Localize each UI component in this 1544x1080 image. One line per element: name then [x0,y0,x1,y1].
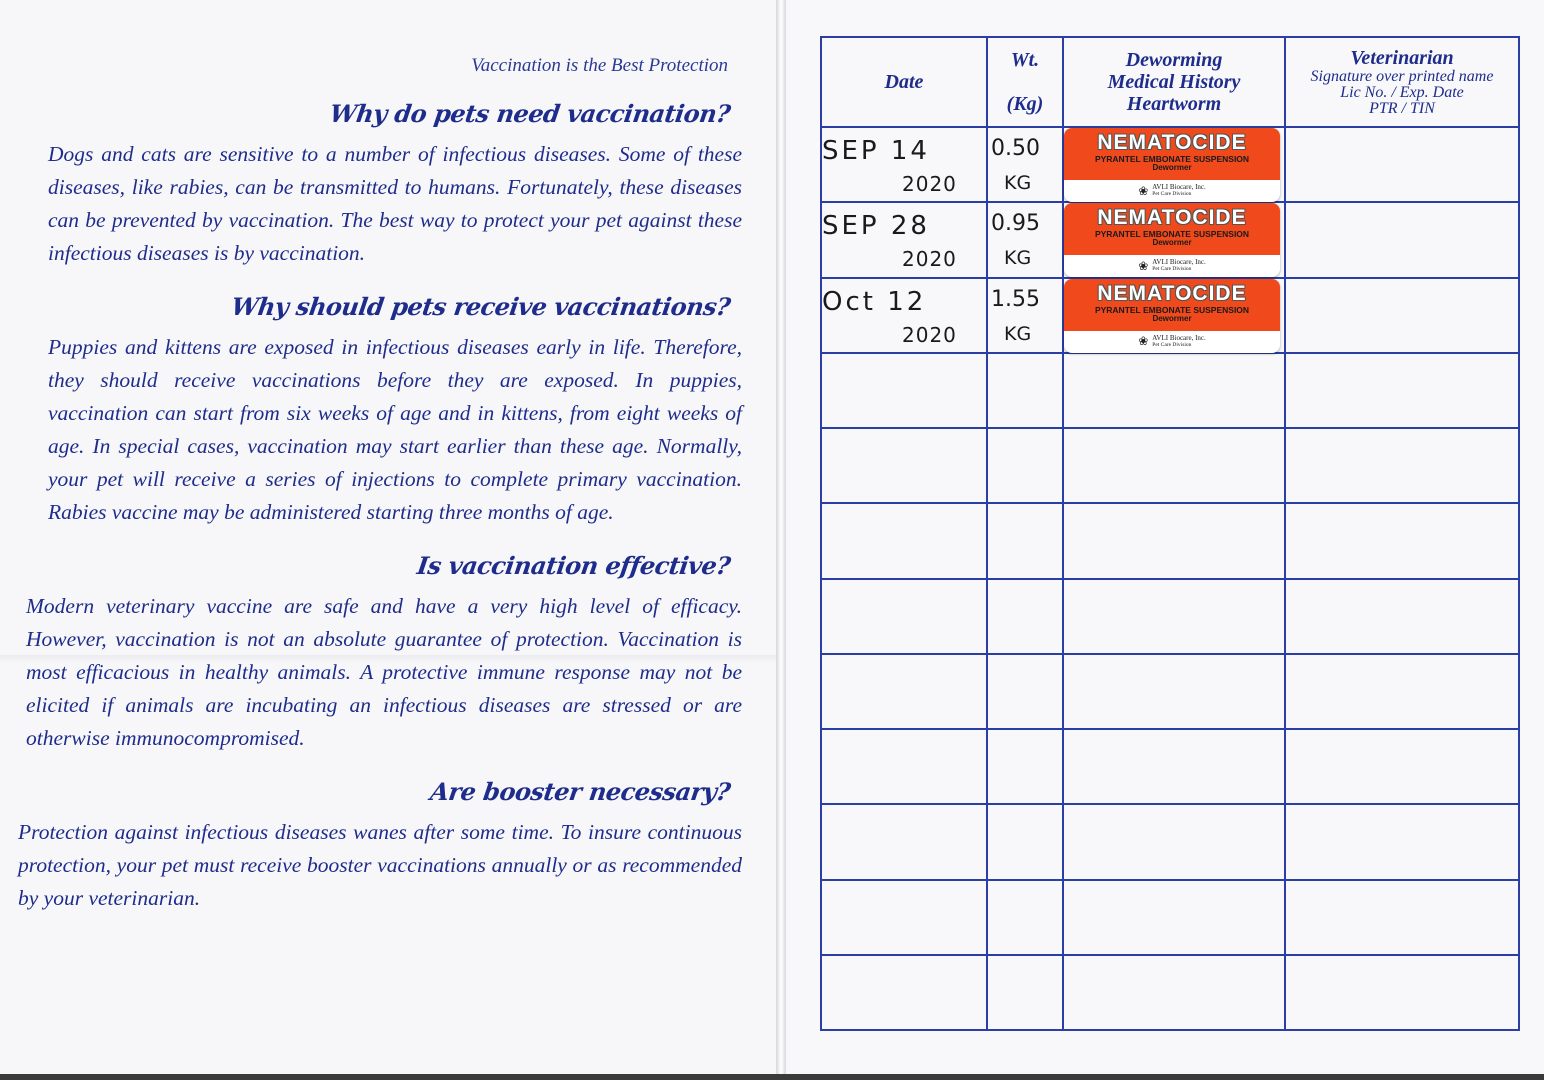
booklet-spine [776,0,786,1080]
table-header-row [821,37,1519,127]
table-row [821,654,1519,729]
veterinarian-cell[interactable] [1285,503,1519,578]
date-cell[interactable] [821,503,987,578]
heading-why-need: Why do pets need vaccination? [327,99,733,128]
table-row [821,804,1519,879]
header-deworming: Deworming Medical History Heartworm [1063,37,1285,127]
weight-cell[interactable] [987,729,1063,804]
veterinarian-cell[interactable] [1285,202,1519,277]
weight-cell[interactable] [987,428,1063,503]
heading-why-receive: Why should pets receive vaccinations? [229,292,733,321]
paragraph-why-need: Dogs and cats are sensitive to a number of infectious diseases. Some of these diseases, like rabies, can be transmitted to humans. Fortunately, these diseases can be prevented by vaccination. The best way to protect your pet against these infectious diseases is by vaccination. [48,142,742,265]
table-row [821,729,1519,804]
info-text [18,55,742,937]
date-cell[interactable]: Oct 12 2020 [821,278,987,353]
veterinarian-cell[interactable] [1285,428,1519,503]
deworming-cell[interactable] [1063,579,1285,654]
header-date: Date [821,37,987,127]
paragraph-why-receive: Puppies and kittens are exposed in infectious diseases early in life. Therefore, they should receive vaccinations before they are exposed. In puppies, vaccination can start from six weeks of age and in kittens, from eight weeks of age. In special cases, vaccination may start earlier than these age. Normally, your pet will receive a series of injections to complete primary vaccination. Rabies vaccine may be administered starting three months of age. [48,335,742,524]
date-cell[interactable]: SEP 28 2020 [821,202,987,277]
date-cell[interactable]: SEP 14 2020 [821,127,987,202]
paw-logo-icon: ❀ [1138,258,1149,273]
veterinarian-cell[interactable] [1285,729,1519,804]
deworming-cell[interactable] [1063,654,1285,729]
date-cell[interactable] [821,729,987,804]
date-cell[interactable] [821,880,987,955]
veterinarian-cell[interactable] [1285,127,1519,202]
weight-cell[interactable] [987,955,1063,1030]
paw-logo-icon: ❀ [1138,334,1149,348]
veterinarian-cell[interactable] [1285,278,1519,353]
table-row [821,127,1519,202]
weight-cell[interactable] [987,503,1063,578]
scan-edge [0,1074,1544,1080]
header-veterinarian: Veterinarian Signature over printed name Lic No. / Exp. Date PTR / TIN [1285,37,1519,127]
weight-cell[interactable]: 0.50 KG [987,127,1063,202]
heading-effective: Is vaccination effective? [415,551,733,580]
weight-cell[interactable] [987,880,1063,955]
table-row [821,579,1519,654]
table-row [821,202,1519,277]
weight-cell[interactable] [987,353,1063,428]
deworming-cell[interactable] [1063,804,1285,879]
veterinarian-cell[interactable] [1285,654,1519,729]
weight-cell[interactable] [987,579,1063,654]
veterinarian-cell[interactable] [1285,955,1519,1030]
deworming-record-table [820,36,1520,1031]
weight-cell[interactable] [987,804,1063,879]
paragraph-booster: Protection against infectious diseases wanes after some time. To insure continuous protection, your pet must receive booster vaccinations annually or as recommended by your veterinarian. [18,820,742,910]
veterinarian-cell[interactable] [1285,579,1519,654]
table-row [821,428,1519,503]
date-cell[interactable] [821,955,987,1030]
date-cell[interactable] [821,428,987,503]
deworming-cell[interactable] [1063,428,1285,503]
date-cell[interactable] [821,804,987,879]
date-cell[interactable] [821,353,987,428]
table-row [821,955,1519,1030]
deworming-cell[interactable] [1063,955,1285,1030]
veterinarian-cell[interactable] [1285,353,1519,428]
table-row [821,503,1519,578]
weight-cell[interactable] [987,654,1063,729]
deworming-cell[interactable] [1063,278,1285,353]
date-cell[interactable] [821,654,987,729]
table-row [821,278,1519,353]
date-cell[interactable] [821,579,987,654]
veterinarian-cell[interactable] [1285,880,1519,955]
paw-logo-icon: ❀ [1138,183,1149,198]
deworming-cell[interactable] [1063,503,1285,578]
table-row [821,353,1519,428]
deworming-cell[interactable] [1063,202,1285,277]
header-weight: Wt. (Kg) [987,37,1063,127]
weight-cell[interactable]: 1.55 KG [987,278,1063,353]
weight-cell[interactable]: 0.95 KG [987,202,1063,277]
paragraph-effective: Modern veterinary vaccine are safe and have a very high level of efficacy. However, vaccination is not an absolute guarantee of protection. Vaccination is most efficacious in healthy animals. A protective immune response may not be elicited if animals are incubating an infectious diseases are stressed or are otherwise immunocompromised. [26,594,742,750]
deworming-cell[interactable] [1063,127,1285,202]
deworming-cell[interactable] [1063,729,1285,804]
dewormer-sticker: NEMATOCIDE PYRANTEL EMBONATE SUSPENSION Dewormer ❀ AVLI Biocare, Inc. Pet Care Division [1064,279,1280,353]
veterinarian-cell[interactable] [1285,804,1519,879]
dewormer-sticker: NEMATOCIDE PYRANTEL EMBONATE SUSPENSION Dewormer ❀ AVLI Biocare, Inc. Pet Care Division [1064,203,1280,277]
dewormer-sticker: NEMATOCIDE PYRANTEL EMBONATE SUSPENSION Dewormer ❀ AVLI Biocare, Inc. Pet Care Division [1064,128,1280,202]
tagline: Vaccination is the Best Protection [471,55,728,76]
deworming-cell[interactable] [1063,353,1285,428]
heading-booster: Are booster necessary? [428,777,733,806]
deworming-cell[interactable] [1063,880,1285,955]
table-row [821,880,1519,955]
